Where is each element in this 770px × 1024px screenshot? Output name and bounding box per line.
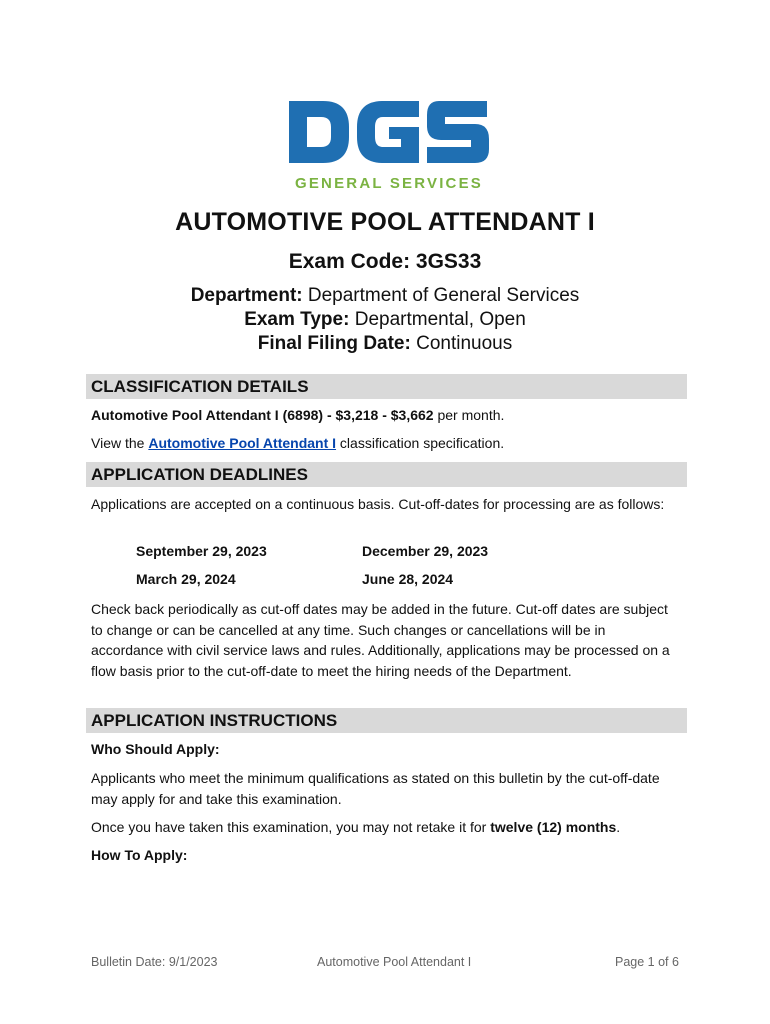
classification-heading: CLASSIFICATION DETAILS	[86, 374, 687, 399]
deadlines-heading: APPLICATION DEADLINES	[86, 462, 687, 487]
retake-line: Once you have taken this examination, you may not retake it for twelve (12) months.	[91, 819, 621, 835]
footer-title: Automotive Pool Attendant I	[317, 955, 472, 969]
deadline-date: June 28, 2024	[362, 571, 454, 587]
footer-bulletin-date: Bulletin Date: 9/1/2023	[91, 955, 218, 969]
meta-exam-type: Exam Type: Departmental, Open	[244, 309, 526, 330]
spec-link[interactable]: Automotive Pool Attendant I	[148, 435, 337, 451]
logo-subtitle: GENERAL SERVICES	[294, 175, 484, 191]
deadlines-note: Check back periodically as cut-off dates may be added in the future. Cut-off dates are subject to change or can be cancelled at any time. Such changes or cancellations will be in accordance with civil service laws and rules. Additionally, applications may be processed on a flow basis prior to the cut-off-date to meet the hiring needs of the Department.	[91, 601, 670, 679]
exam-code: Exam Code: 3GS33	[288, 250, 482, 273]
deadlines-intro: Applications are accepted on a continuous basis. Cut-off-dates for processing are as follows:	[91, 496, 665, 512]
spec-line: View the Automotive Pool Attendant I classification specification.	[91, 435, 505, 451]
meta-final-filing-date: Final Filing Date: Continuous	[257, 333, 513, 354]
who-text: Applicants who meet the minimum qualifications as stated on this bulletin by the cut-off-date may apply for and take this examination.	[91, 770, 660, 807]
how-heading: How To Apply:	[91, 847, 188, 863]
dgs-logo	[287, 99, 491, 191]
salary-line: Automotive Pool Attendant I (6898) - $3,218 - $3,662 per month.	[91, 407, 505, 423]
instructions-heading: APPLICATION INSTRUCTIONS	[86, 708, 687, 733]
footer-page-number: Page 1 of 6	[615, 955, 679, 969]
deadline-date: September 29, 2023	[136, 543, 267, 559]
deadline-date: March 29, 2024	[136, 571, 236, 587]
page-title: AUTOMOTIVE POOL ATTENDANT I	[175, 208, 595, 236]
meta-department: Department: Department of General Services	[190, 285, 580, 306]
who-heading: Who Should Apply:	[91, 741, 220, 757]
deadline-date: December 29, 2023	[362, 543, 489, 559]
